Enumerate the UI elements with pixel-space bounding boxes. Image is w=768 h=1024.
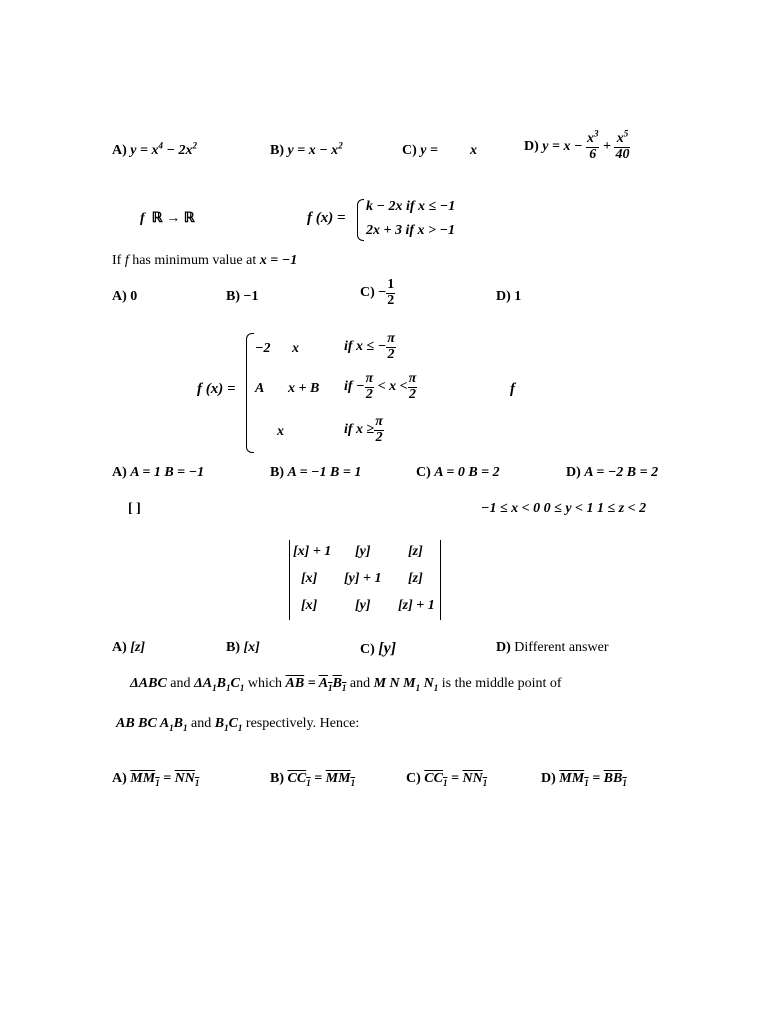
q2-option-d-value: 1 — [514, 289, 522, 304]
q3-option-c-label: C) — [416, 465, 431, 480]
q5-a-v1: MM — [130, 771, 156, 786]
q5-a-s1: 1 — [155, 777, 160, 788]
q1-a-mid: − 2x — [162, 143, 193, 158]
q4-m-1-2: [z] — [408, 571, 423, 586]
q1-d-num1: x — [586, 131, 594, 146]
q1-d-den1: 6 — [589, 146, 597, 162]
q3-r1-den: 2 — [387, 346, 395, 362]
q5-option-b — [270, 771, 355, 787]
q3-r1-num: π — [387, 331, 395, 346]
q5-vec-a1: A — [318, 676, 329, 691]
q2-option-d — [496, 289, 521, 305]
q5-vec-a1-sub: 1 — [328, 682, 333, 693]
q3-r1-cond — [344, 332, 396, 362]
q5-eq: = — [304, 676, 319, 691]
q5-seg-pre: AB BC A — [116, 716, 170, 731]
q4-option-c-value: [y] — [378, 640, 397, 657]
q3-option-a — [112, 465, 204, 481]
q5-a-v2: NN — [174, 771, 195, 786]
q5-and2: and — [346, 676, 374, 691]
q3-option-b-value: A = −1 B = 1 — [287, 465, 362, 480]
q1-option-a — [112, 140, 197, 159]
q5-b-v2: MM — [325, 771, 351, 786]
q4-option-d-label: D) — [496, 640, 511, 655]
q5-d-v2: BB — [603, 771, 623, 786]
q5-d-s1: 1 — [584, 777, 589, 788]
q2-option-c-minus: − — [378, 285, 387, 301]
q2-line-pre: If — [112, 253, 125, 268]
q3-option-c-value: A = 0 B = 2 — [434, 465, 500, 480]
q5-tri2-end: C — [230, 676, 240, 691]
q2-case1: k − 2x if x ≤ −1 — [366, 199, 456, 214]
q3-r2-cond — [344, 372, 417, 402]
q3-r2-cond-pre: if − — [344, 379, 365, 395]
q3-r1-expr: −2 — [255, 341, 271, 356]
q2-option-c-label: C) — [360, 285, 375, 301]
q5-tri2-s3: 1 — [239, 682, 245, 693]
q2-option-a — [112, 289, 137, 305]
q5-c-eq: = — [447, 771, 463, 786]
q3-r1-cond-text: if x ≤ − — [344, 339, 387, 355]
q5-c-s2: 1 — [482, 777, 488, 788]
q5-seg2-s1: 1 — [224, 722, 229, 733]
q1-d-num2: x — [616, 131, 624, 146]
q1-b-lhs: y = x − x — [287, 143, 339, 158]
q5-seg2-c: C — [228, 716, 238, 731]
q2-fx: f (x) = — [307, 210, 346, 226]
q2-option-c-num: 1 — [387, 277, 395, 292]
q4-m-2-1: [y] — [355, 598, 371, 613]
q5-vec-b1-sub: 1 — [341, 682, 347, 693]
q2-option-c — [360, 278, 395, 308]
q5-tri2-s2: 1 — [225, 682, 231, 693]
q4-option-c-label: C) — [360, 642, 375, 657]
q5-option-a-label: A) — [112, 771, 127, 786]
q5-seg-s1: 1 — [169, 722, 174, 733]
q3-r2-den1: 2 — [365, 386, 373, 402]
q1-b-exp: 2 — [338, 140, 343, 151]
q2-question-line — [112, 253, 297, 269]
q2-line-mid: has minimum value at — [128, 253, 260, 268]
q5-statement-line2 — [116, 716, 359, 732]
q2-option-c-frac — [386, 278, 395, 308]
q2-option-b-value: −1 — [243, 289, 259, 304]
q5-a-s2: 1 — [194, 777, 200, 788]
q4-det-right-bar — [440, 540, 441, 620]
q2-map-rest: ℝ → ℝ — [151, 211, 195, 226]
q2-option-b — [226, 289, 258, 305]
q1-option-b-label: B) — [270, 143, 284, 158]
q1-d-num2-exp: 5 — [623, 128, 629, 139]
q4-option-c — [360, 640, 396, 658]
q3-r3-cond — [344, 415, 384, 445]
q3-option-d — [566, 465, 658, 481]
q5-d-v1: MM — [559, 771, 585, 786]
q3-r2-mid: < x < — [377, 379, 408, 395]
q3-r2-den2: 2 — [409, 386, 416, 402]
q1-a-exp1: 4 — [158, 140, 163, 151]
q2-option-a-value: 0 — [130, 289, 138, 304]
q4-option-d — [496, 640, 608, 656]
q1-d-den2: 40 — [615, 146, 630, 162]
q1-option-d — [524, 128, 630, 162]
q1-option-a-label: A) — [112, 143, 127, 158]
q1-d-num1-exp: 3 — [593, 128, 599, 139]
q3-r2-num2: π — [408, 371, 417, 386]
q5-b-v1: CC — [287, 771, 307, 786]
q5-seg2-b: B — [214, 716, 225, 731]
q3-fx: f (x) = — [197, 381, 236, 397]
q3-r2-rest: x + B — [288, 381, 320, 396]
q3-option-b — [270, 465, 361, 481]
q5-vec-b1: B — [332, 676, 342, 691]
q4-option-a-label: A) — [112, 640, 127, 655]
q5-tri2-mid: B — [216, 676, 226, 691]
q2-option-d-label: D) — [496, 289, 511, 304]
q1-d-frac1 — [586, 128, 600, 162]
q1-c-tail: x — [470, 143, 477, 158]
q4-ranges: −1 ≤ x < 0 0 ≤ y < 1 1 ≤ z < 2 — [481, 501, 647, 516]
q2-mapping — [140, 210, 195, 227]
q5-and3: and — [187, 716, 215, 731]
q5-seg-s2: 1 — [183, 722, 188, 733]
q5-seg2-s2: 1 — [237, 722, 243, 733]
q1-c-lhs: y = — [420, 143, 438, 158]
q5-pts-n: N — [420, 676, 434, 691]
q3-r2-num1: π — [365, 371, 374, 386]
q5-c-s1: 1 — [442, 777, 448, 788]
q1-d-plus: + — [602, 139, 611, 155]
q5-b-eq: = — [310, 771, 326, 786]
q1-a-exp2: 2 — [192, 140, 197, 151]
q5-option-c-label: C) — [406, 771, 421, 786]
q4-option-a-value: [z] — [130, 640, 146, 655]
q3-r3-frac — [374, 415, 384, 445]
q5-b-s2: 1 — [350, 777, 356, 788]
q5-resp: respectively. Hence: — [242, 716, 360, 731]
q3-side-f: f — [510, 381, 515, 397]
q4-option-b-label: B) — [226, 640, 240, 655]
q3-r1-x: x — [292, 341, 299, 356]
q1-option-c — [402, 143, 438, 159]
q3-option-a-label: A) — [112, 465, 127, 480]
q2-map-f: f — [140, 211, 145, 226]
q5-pts: M N M — [373, 676, 416, 691]
q3-r2-a: A — [255, 381, 265, 396]
q5-mid-text: is the middle point of — [438, 676, 562, 691]
q2-case2: 2x + 3 if x > −1 — [366, 223, 455, 238]
q5-option-d-label: D) — [541, 771, 556, 786]
q3-option-c — [416, 465, 500, 481]
q5-which: which — [244, 676, 286, 691]
q5-option-b-label: B) — [270, 771, 284, 786]
q4-m-0-1: [y] — [355, 544, 371, 559]
q4-m-0-0: [x] + 1 — [293, 544, 332, 559]
q1-option-c-label: C) — [402, 143, 417, 158]
q4-m-0-2: [z] — [408, 544, 423, 559]
q3-r1-frac — [386, 332, 396, 362]
q4-m-2-0: [x] — [301, 598, 318, 613]
q5-pts-s1: 1 — [415, 682, 421, 693]
q5-option-d — [541, 771, 627, 787]
q5-tri2-s1: 1 — [212, 682, 217, 693]
q2-brace — [357, 199, 364, 241]
q4-m-1-1: [y] + 1 — [344, 571, 382, 586]
q3-r2-frac2 — [408, 372, 418, 402]
q2-line-f: f — [124, 253, 129, 268]
q1-a-lhs: y = x — [130, 143, 159, 158]
q5-c-v1: CC — [424, 771, 443, 786]
q3-option-a-value: A = 1 B = −1 — [130, 465, 205, 480]
q3-r3-cond-text: if x ≥ — [344, 422, 375, 438]
q5-a-eq: = — [159, 771, 175, 786]
q4-m-2-2: [z] + 1 — [398, 598, 435, 613]
q3-r2-frac1 — [365, 372, 375, 402]
q5-and1: and — [166, 676, 195, 691]
q4-option-b-value: [x] — [243, 640, 260, 655]
q3-r3-x: x — [277, 424, 284, 439]
q2-option-c-den: 2 — [387, 292, 395, 308]
q3-r3-den: 2 — [375, 429, 383, 445]
q5-statement-line1 — [130, 676, 562, 692]
q5-b-s1: 1 — [306, 777, 311, 788]
q2-line-x: x = −1 — [259, 253, 298, 268]
q4-bracket: [ ] — [128, 501, 141, 516]
q5-seg-b: B — [173, 716, 184, 731]
q5-option-c — [406, 771, 487, 787]
q1-d-lhs: y = x − — [542, 139, 583, 155]
q5-d-eq: = — [588, 771, 604, 786]
q1-option-b — [270, 140, 343, 159]
q1-d-frac2 — [614, 128, 630, 162]
q3-r3-num: π — [375, 414, 383, 429]
q5-option-a — [112, 771, 199, 787]
q4-det-left-bar — [289, 540, 290, 620]
q5-tri2-pre: ΔA — [194, 676, 213, 691]
q3-option-d-label: D) — [566, 465, 581, 480]
q5-vec-ab: $\overline{AB}$ — [285, 676, 305, 691]
q3-brace — [246, 333, 254, 453]
q1-option-d-label: D) — [524, 139, 539, 155]
q4-m-1-0: [x] — [301, 571, 318, 586]
q4-option-d-value: Different answer — [514, 640, 609, 655]
q5-pts-s2: 1 — [433, 682, 439, 693]
q4-option-a — [112, 640, 145, 656]
q3-option-b-label: B) — [270, 465, 284, 480]
q2-option-a-label: A) — [112, 289, 127, 304]
q5-tri1: ΔABC — [130, 676, 167, 691]
q2-option-b-label: B) — [226, 289, 240, 304]
q3-option-d-value: A = −2 B = 2 — [584, 465, 659, 480]
q5-c-v2: NN — [462, 771, 483, 786]
q4-option-b — [226, 640, 260, 656]
q5-d-s2: 1 — [622, 777, 627, 788]
